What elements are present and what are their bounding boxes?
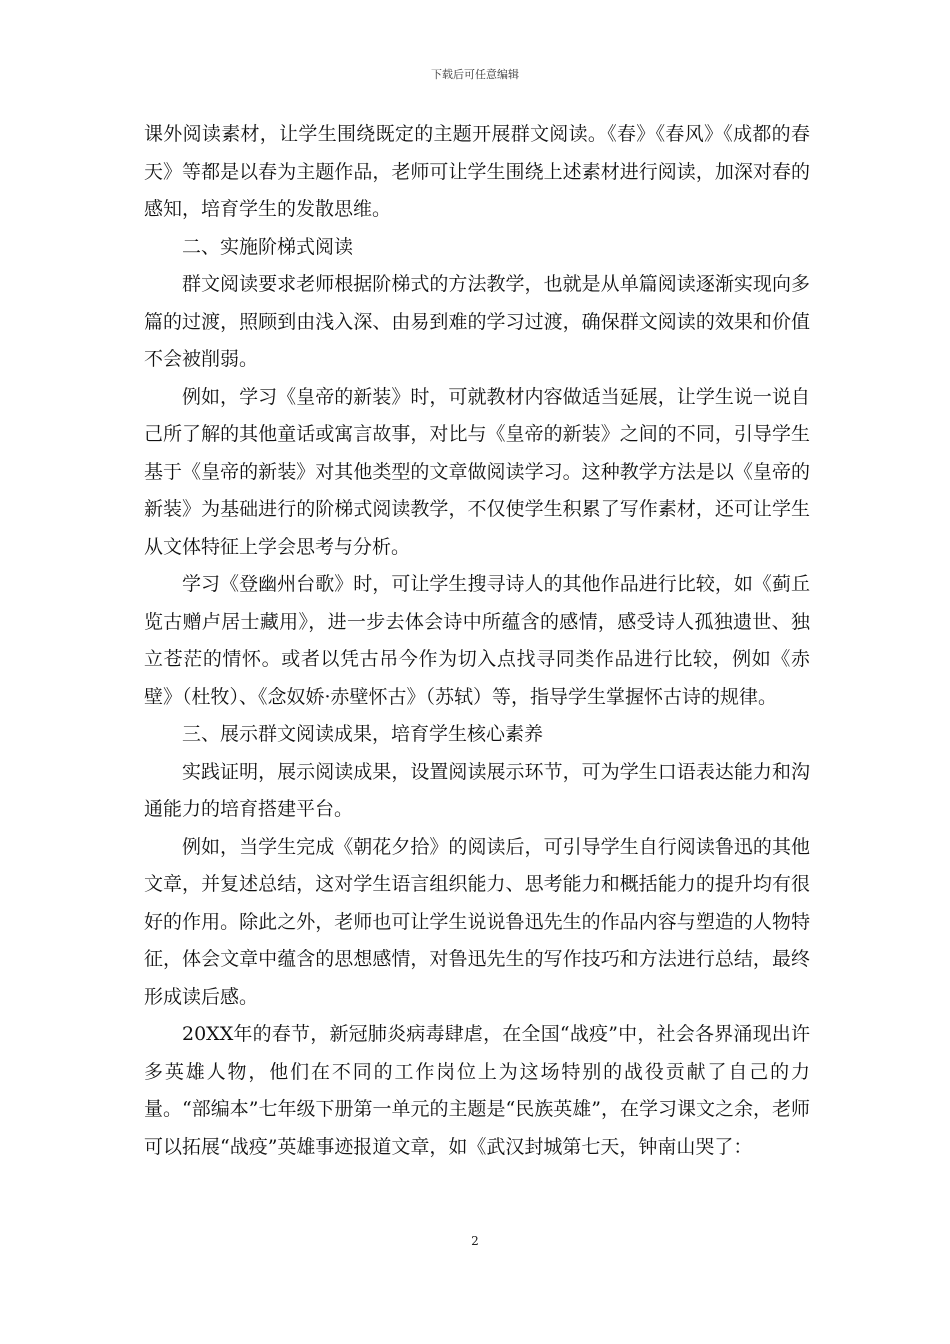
paragraph: 群文阅读要求老师根据阶梯式的方法教学，也就是从单篇阅读逐渐实现向多篇的过渡，照顾到由浅入深、由易到难的学习过渡，确保群文阅读的效果和价值不会被削弱。 <box>144 273 810 370</box>
paragraph: 实践证明，展示阅读成果，设置阅读展示环节，可为学生口语表达能力和沟通能力的培育搭建平台。 <box>144 760 810 820</box>
page-header: 下载后可任意编辑 <box>431 68 519 81</box>
paragraph: 学习《登幽州台歌》时，可让学生搜寻诗人的其他作品进行比较，如《蓟丘览古赠卢居士藏用》，进一步去体会诗中所蕴含的感情，感受诗人孤独遗世、独立苍茫的情怀。或者以凭古吊今作为切入点找寻同类作品进行比较，例如《赤壁》（杜牧）、《念奴娇·赤壁怀古》（苏轼）等，指导学生掌握怀古诗的规律。 <box>144 573 810 708</box>
body-text <box>144 116 810 1166</box>
paragraph: 20XX年的春节，新冠肺炎病毒肆虐，在全国“战疫”中，社会各界涌现出许多英雄人物，他们在不同的工作岗位上为这场特别的战役贡献了自己的力量。“部编本”七年级下册第一单元的主题是“民族英雄”，在学习课文之余，老师可以拓展“战疫”英雄事迹报道文章，如《武汉封城第七天，钟南山哭了： <box>144 1023 810 1158</box>
section-heading: 三、展示群文阅读成果，培育学生核心素养 <box>182 723 544 745</box>
page-number: 2 <box>471 1234 479 1248</box>
paragraph: 例如，学习《皇帝的新装》时，可就教材内容做适当延展，让学生说一说自己所了解的其他童话或寓言故事，对比与《皇帝的新装》之间的不同，引导学生基于《皇帝的新装》对其他类型的文章做阅读学习。这种教学方法是以《皇帝的新装》为基础进行的阶梯式阅读教学，不仅使学生积累了写作素材，还可让学生从文体特征上学会思考与分析。 <box>144 385 810 558</box>
paragraph: 课外阅读素材，让学生围绕既定的主题开展群文阅读。《春》《春风》《成都的春天》等都是以春为主题作品，老师可让学生围绕上述素材进行阅读，加深对春的感知，培育学生的发散思维。 <box>144 123 810 220</box>
paragraph: 例如，当学生完成《朝花夕拾》的阅读后，可引导学生自行阅读鲁迅的其他文章，并复述总结，这对学生语言组织能力、思考能力和概括能力的提升均有很好的作用。除此之外，老师也可让学生说说鲁迅先生的作品内容与塑造的人物特征，体会文章中蕴含的思想感情，对鲁迅先生的写作技巧和方法进行总结，最终形成读后感。 <box>144 835 810 1008</box>
section-heading: 二、实施阶梯式阅读 <box>182 235 354 258</box>
